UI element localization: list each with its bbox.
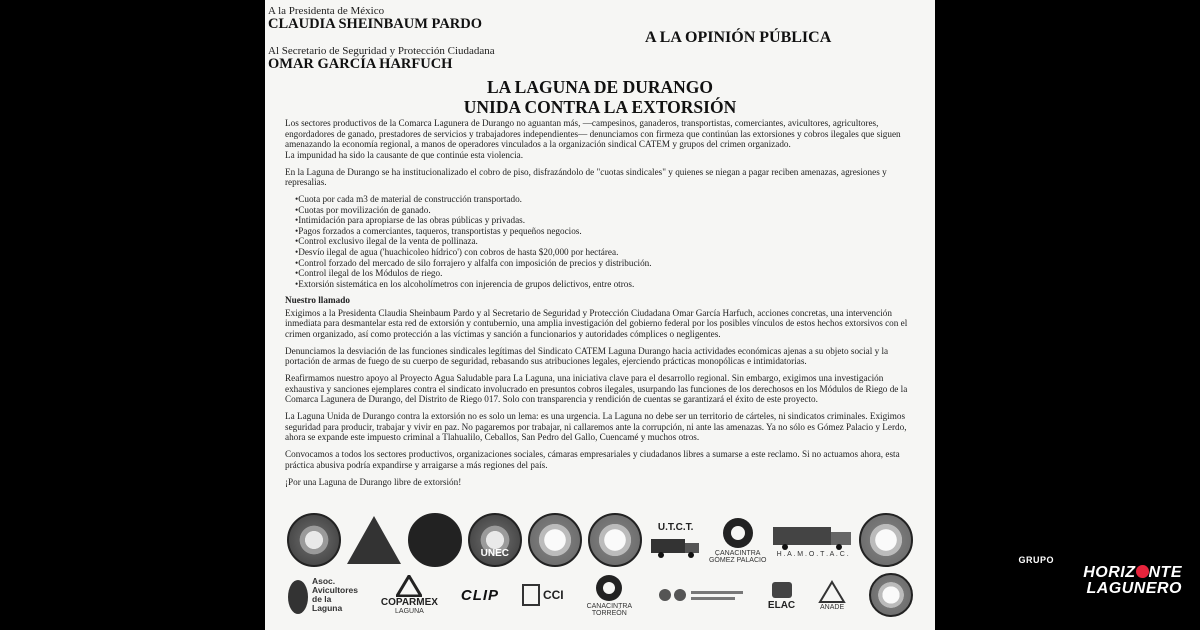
triangle-emblem-icon	[347, 516, 401, 564]
elac-emblem-icon	[769, 580, 795, 600]
headline-line-1: LA LAGUNA DE DURANGO	[486, 77, 714, 97]
list-item: • Cuota por cada m3 de material de construcción transportado.	[295, 194, 917, 205]
seal-emblem-icon	[588, 513, 642, 567]
list-item: • Control forzado del mercado de silo forrajero y alfalfa con imposición de precios y distribución.	[295, 258, 917, 269]
paragraph-agua: Reafirmamos nuestro apoyo al Proyecto Agua Saludable para La Laguna, una iniciativa clave para el desarrollo regional. Sin embargo, exigimos una investigación exhaustiva y sanciones ejemplares contra el sindicato involucrado en presuntos cobros ilegales, usurpando las funciones de los derechosos en los Módulos de Riego de la Comarca Lagunera de Durango, del Distrito de Riego 017. Solo con transparencia y rendición de cuentas se garantizará el éxito de este proyecto.	[285, 373, 908, 405]
list-item: • Intimidación para apropiarse de las obras públicas y privadas.	[295, 215, 917, 226]
canacintra-gomez-palacio-logo	[709, 516, 766, 564]
watermark-nte: NTE	[1148, 564, 1182, 581]
elac-logo	[768, 580, 795, 611]
cci-logo	[522, 584, 564, 606]
paragraph-intro-text: Los sectores productivos de la Comarca Lagunera de Durango no aguantan más, —campesinos, ganaderos, transportistas, comerciantes, avicultores, agricultores, engordadores de ganado, prestadores de servicios y trabajadores independientes— denunciamos con firmeza que continúan las extorsiones y cobros ilegales que siguen amenazando la economía regional, a manos de operadores vinculados a la organización sindical CATEM y grupos del crimen organizado.	[285, 118, 901, 150]
coparmex-logo	[381, 575, 438, 615]
utct-logo	[649, 522, 703, 559]
anade-logo	[818, 580, 846, 611]
canacintra-t-sublabel: TORREÓN	[591, 610, 627, 617]
cattle-association-logo	[408, 513, 462, 567]
seal-logo-2	[528, 513, 582, 567]
paragraph-intro	[285, 118, 917, 160]
asoc-line: Asoc.	[312, 576, 336, 586]
watermark-horiz: HORIZ	[1083, 564, 1136, 581]
seal-emblem-icon	[869, 573, 913, 617]
paragraph-convocation: Convocamos a todos los sectores productivos, organizaciones sociales, cámaras empresariales y ciudadanos libres a sumarse a este reclamo. Si no actuamos ahora, esta práctica abusiva podría expandirse y arraigarse a más regiones del país.	[285, 449, 900, 470]
seal-emblem-icon	[287, 513, 341, 567]
newspaper-page	[265, 0, 935, 630]
list-item: • Extorsión sistemática en los alcoholímetros con injerencia de grupos delictivos, entre otros.	[295, 279, 917, 290]
headline	[265, 77, 935, 117]
coparmex-emblem-icon	[396, 575, 422, 597]
anade-emblem-icon	[818, 580, 846, 604]
canacintra-torreon-logo	[587, 573, 633, 617]
addressee-secretary-line: Al Secretario de Seguridad y Protección Ciudadana	[268, 45, 495, 57]
watermark-lagunero: LAGUNERO	[1086, 580, 1182, 597]
watermark-horizonte	[1018, 565, 1182, 581]
paragraph-closing: ¡Por una Laguna de Durango libre de extorsión!	[285, 476, 462, 487]
coparmex-sublabel: LAGUNA	[395, 608, 424, 615]
canacintra-gp-label: CANACINTRA	[714, 550, 761, 557]
coparmex-label: COPARMEX	[380, 597, 438, 608]
asoc-avicultores-logo	[287, 575, 358, 615]
truck-icon	[649, 533, 703, 559]
seal-emblem-icon	[528, 513, 582, 567]
mesa-seguridad-logo	[655, 583, 745, 607]
logo-row-2	[287, 570, 913, 620]
list-item: • Desvío ilegal de agua ('huachicoleo hídrico') con cobros de hasta $20,000 por hectárea.	[295, 247, 917, 258]
headline-line-2: UNIDA CONTRA LA EXTORSIÓN	[463, 97, 737, 117]
addressee-president-line: A la Presidenta de México	[268, 5, 385, 17]
utct-label: U.T.C.T.	[657, 521, 694, 533]
addressee-secretary-name: OMAR GARCÍA HARFUCH	[268, 56, 453, 72]
clip-label: CLIP	[460, 586, 500, 604]
subheading-call: Nuestro llamado	[285, 295, 350, 306]
red-dot-icon	[1136, 565, 1149, 578]
asoc-avicultores-text	[312, 577, 358, 613]
bird-icon	[287, 575, 309, 615]
hamotac-label: H . A . M . O . T . A . C .	[776, 550, 849, 558]
paragraph-impunity: La impunidad ha sido la causante de que continúe esta violencia.	[285, 149, 524, 160]
cci-emblem-icon	[522, 584, 540, 606]
clip-logo	[461, 587, 499, 604]
list-item: • Control ilegal de los Módulos de riego.	[295, 268, 917, 279]
paragraph-demands: Exigimos a la Presidenta Claudia Sheinbaum Pardo y al Secretario de Seguridad y Protección Ciudadana Omar García Harfuch, acciones concretas, una intervención inmediata para desmantelar esta red de extorsión y contubernio, una amplia investigación del gobierno federal por los posibles vínculos de estos hechos extorsivos con el crimen organizado, así como protección a las víctimas y sanción a funcionarios y autoridades cómplices o negligentes.	[285, 307, 908, 340]
watermark-grupo-horizonte	[1018, 555, 1182, 597]
addressee-president-name: CLAUDIA SHEINBAUM PARDO	[268, 16, 483, 32]
paragraph-cuotas: En la Laguna de Durango se ha institucionalizado el cobro de piso, disfrazándolo de "cuotas sindicales" y quienes se niegan a pagar reciben amenazas, agresiones y represalias.	[285, 166, 887, 188]
extortion-list	[285, 194, 917, 289]
triangle-logo	[347, 516, 401, 564]
mountain-emblem-icon	[408, 513, 462, 567]
unec-emblem-icon	[468, 513, 522, 567]
hamotac-logo	[773, 523, 853, 558]
asoc-line: Laguna	[312, 603, 343, 613]
seal-emblem-icon	[859, 513, 913, 567]
audience-heading: A LA OPINIÓN PÚBLICA	[645, 29, 832, 46]
list-item: • Cuotas por movilización de ganado.	[295, 205, 917, 216]
gear-icon	[721, 516, 755, 550]
list-item: • Control exclusivo ilegal de la venta de pollinaza.	[295, 236, 917, 247]
truck-icon	[773, 523, 853, 551]
cci-label: CCI	[542, 588, 564, 602]
seal-logo-4	[869, 573, 913, 617]
elac-label: ELAC	[767, 599, 796, 611]
unec-logo	[468, 513, 522, 567]
gear-icon	[594, 573, 624, 603]
watermark-grupo: GRUPO	[1018, 555, 1054, 565]
seal-logo-1	[287, 513, 341, 567]
people-icon	[655, 583, 745, 607]
seal-logo-3	[859, 513, 913, 567]
paragraph-urgency: La Laguna Unida de Durango contra la extorsión no es solo un lema: es una urgencia. La Laguna no debe ser un territorio de cárteles, ni sindicatos criminales. Exigimos seguridad para producir, trabajar y vivir en paz. No pagaremos por trabajar, ni callaremos ante la corrupción, ni ante las amenazas. Ya no sólo es Gómez Palacio y Lerdo, ahora se expande este impuesto criminal a Tlahualilo, Ceballos, San Pedro del Gallo, Cuencamé y muchos otros.	[285, 411, 907, 443]
union-ganadera-logo	[588, 513, 642, 567]
letter-body	[285, 118, 917, 493]
asoc-line: de la	[312, 594, 332, 604]
list-item: • Pagos forzados a comerciantes, taqueros, transportistas y pequeños negocios.	[295, 226, 917, 237]
logo-row-1	[287, 510, 913, 570]
canacintra-t-label: CANACINTRA	[586, 603, 633, 610]
anade-label: ANADE	[820, 603, 845, 611]
asoc-line: Avicultores	[312, 585, 358, 595]
paragraph-catem: Denunciamos la desviación de las funciones sindicales legítimas del Sindicato CATEM Laguna Durango hacia actividades económicas ajenas a su objeto social y la portación de armas de fuego de su cuerpo de seguridad, rebasando sus atribuciones legales, ejerciendo prácticas monopólicas e intimidatorias.	[285, 345, 889, 367]
canacintra-gp-sublabel: GÓMEZ PALACIO	[708, 557, 767, 564]
unec-label: UNEC	[480, 548, 510, 559]
